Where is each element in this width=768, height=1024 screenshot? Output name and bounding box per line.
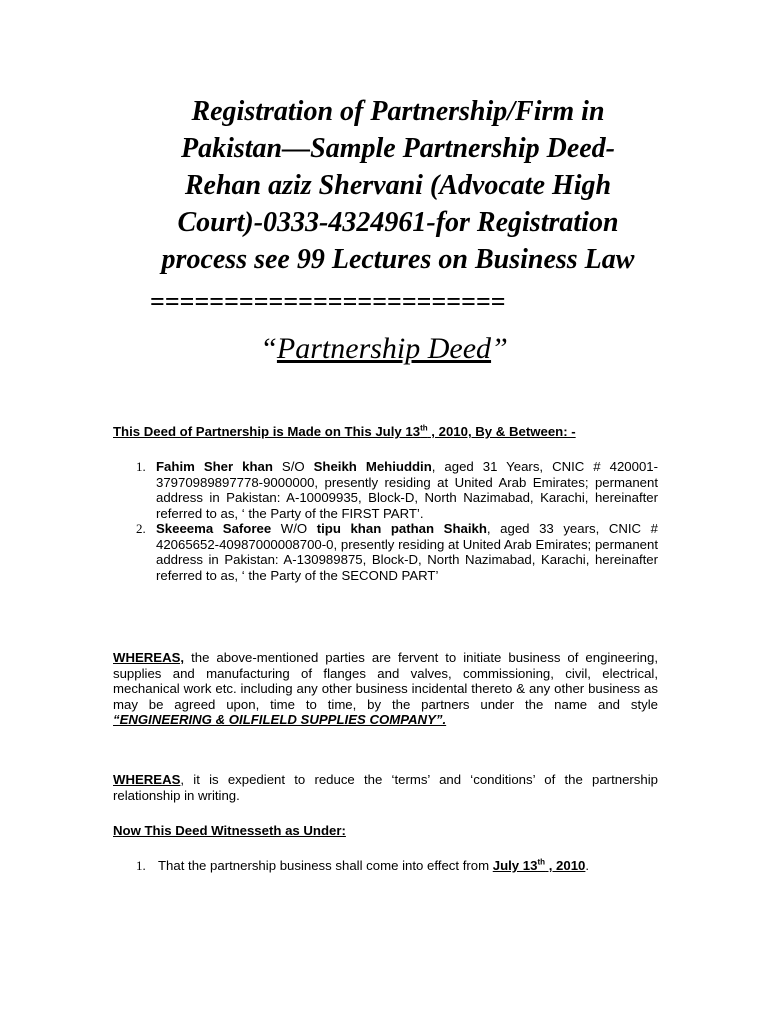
party-relation: S/O	[272, 459, 314, 474]
list-item	[113, 521, 658, 583]
parties-list	[113, 459, 658, 583]
intro-line	[113, 424, 673, 440]
whereas-text: the above-mentioned parties are fervent to initiate business of engineering, supplies and manufacturing of flanges and valves, commissioning, civil, electrical, mechanical work etc. including any other business incidental thereto & any other business as may be agreed upon, time to time, by the partners under the name and style	[113, 650, 658, 712]
document-title	[118, 93, 678, 278]
title-line: Rehan aziz Shervani (Advocate High	[184, 170, 612, 201]
title-line: Registration of Partnership/Firm in	[191, 96, 605, 127]
separator-line: ========================	[150, 287, 506, 316]
clause-end: .	[585, 858, 590, 873]
party-father: Sheikh Mehiuddin	[313, 459, 432, 474]
whereas-label: WHEREAS,	[113, 650, 185, 665]
party-name: Skeeema Saforee	[156, 521, 272, 536]
clause-item	[113, 858, 658, 874]
clause-date-text: July 13	[492, 858, 538, 873]
company-name: “ENGINEERING & OILFILELD SUPPLIES COMPANY”.	[113, 712, 447, 727]
party-relation: W/O	[271, 521, 317, 536]
party-details: , aged 31 Years, CNIC # 420001-37970989897778-9000000, presently residing at United Arab Emirates; permanent address in Pakistan: A-10009935, Block-D, North Nazimabad, Karachi, hereinafter referred to as, ‘ the Party of the FIRST PART’.	[156, 459, 659, 521]
whereas-label: WHEREAS	[113, 772, 181, 787]
clause-date-sup: th	[537, 857, 546, 867]
witness-heading: Now This Deed Witnesseth as Under:	[113, 823, 346, 838]
open-quote: “	[260, 332, 277, 365]
intro-text-end: , 2010, By & Between: -	[427, 424, 576, 439]
deed-heading	[0, 332, 768, 366]
clause-text: That the partnership business shall come into effect from	[158, 858, 493, 873]
party-father: tipu khan pathan Shaikh	[316, 521, 487, 536]
deed-heading-text: Partnership Deed	[276, 332, 492, 365]
party-name: Fahim Sher khan	[156, 459, 273, 474]
whereas-paragraph	[113, 772, 658, 803]
list-number: 2.	[136, 521, 146, 536]
list-item	[113, 459, 658, 521]
clause-date-year: , 2010	[545, 858, 586, 873]
title-line: Court)-0333-4324961-for Registration	[177, 207, 619, 238]
whereas-paragraph	[113, 650, 658, 728]
close-quote: ”	[491, 332, 508, 365]
clause-text-wrap	[113, 858, 658, 874]
title-line: process see 99 Lectures on Business Law	[161, 244, 635, 275]
clause-number: 1.	[136, 858, 146, 873]
intro-text: This Deed of Partnership is Made on This July 13	[113, 424, 421, 439]
whereas-text: , it is expedient to reduce the ‘terms’ and ‘conditions’ of the partnership relationship in writing.	[113, 772, 658, 803]
intro-sup: th	[420, 423, 428, 433]
party-details: , aged 33 years, CNIC # 42065652-40987000008700-0, presently residing at United Arab Emirates; permanent address in Pakistan: A-130989875, Block-D, North Nazimabad, Karachi, hereinafter referred to as, ‘ the Party of the SECOND PART’	[156, 521, 658, 583]
title-line: Pakistan—Sample Partnership Deed-	[180, 133, 615, 164]
clause-date	[493, 858, 586, 873]
list-number: 1.	[136, 459, 146, 474]
